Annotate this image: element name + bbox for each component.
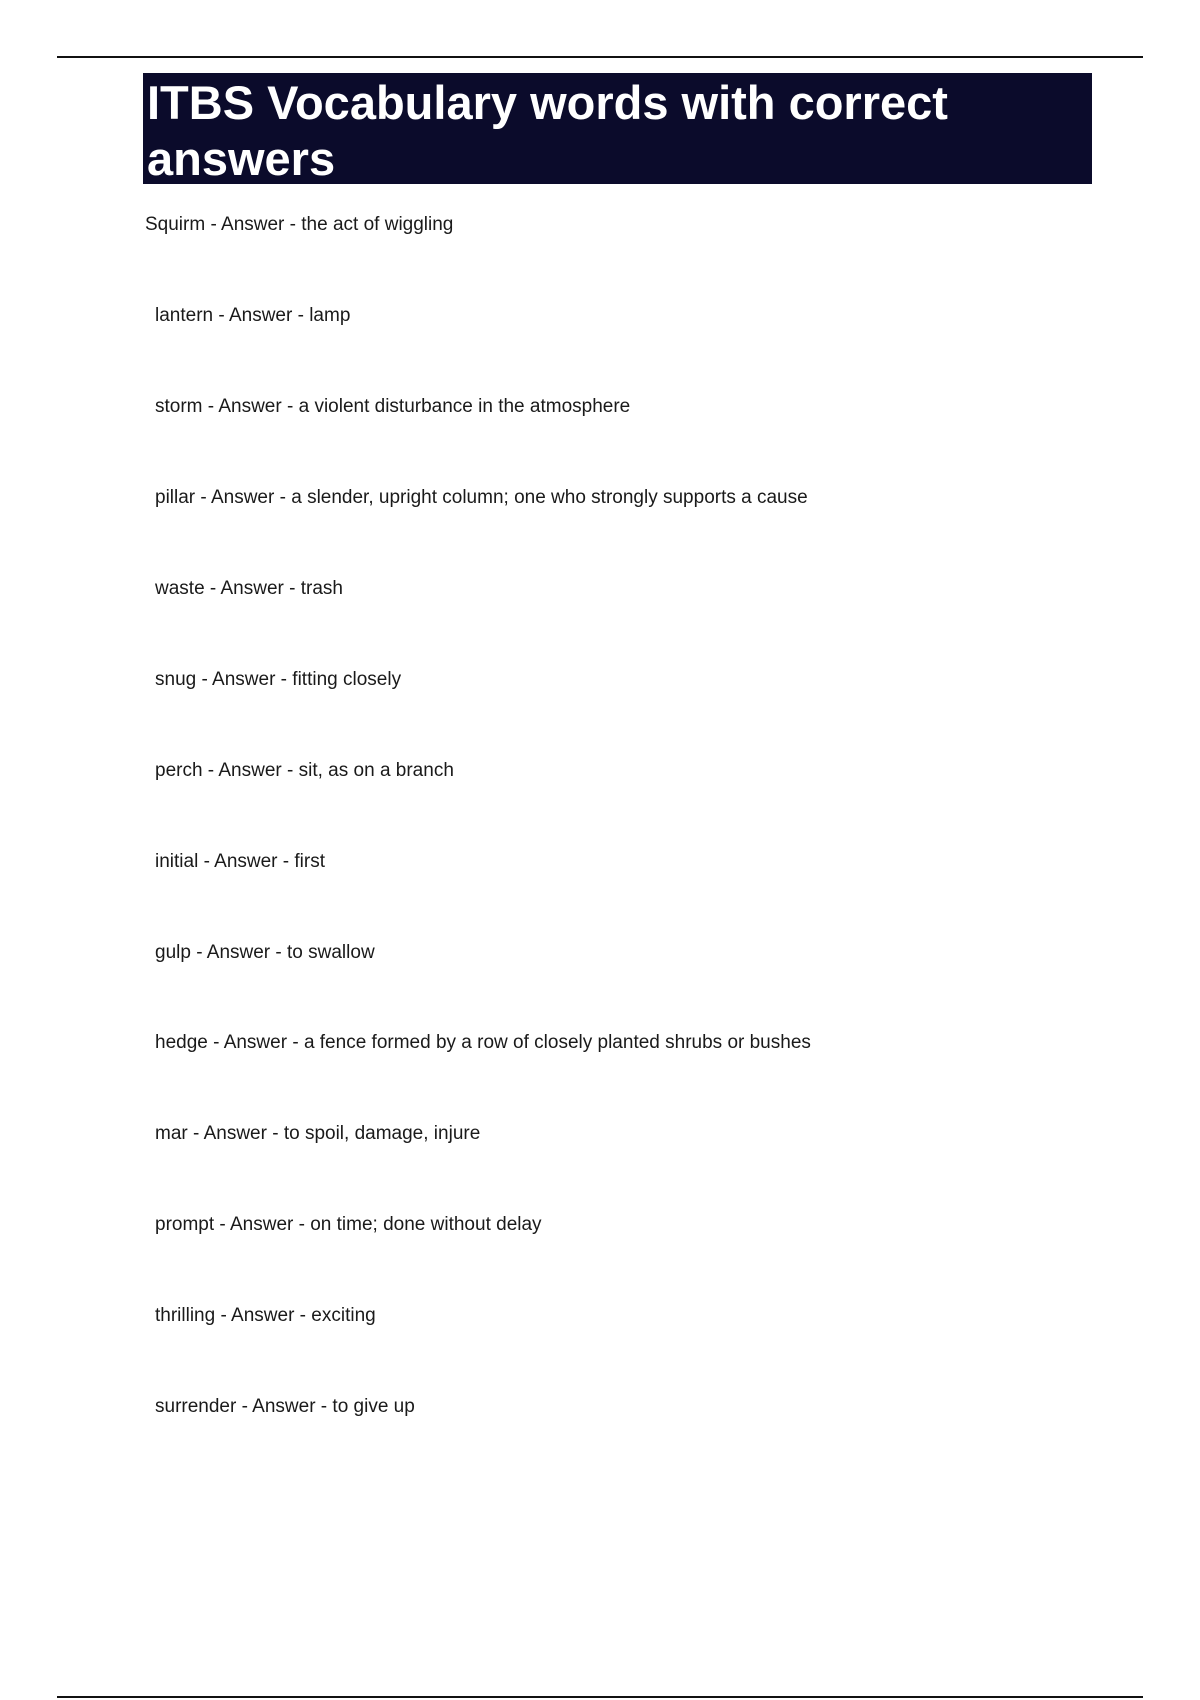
vocabulary-entry [155,577,343,601]
entry-separator: - [281,396,299,417]
entry-separator: - [283,578,301,599]
entry-definition: sit, as on a branch [298,760,454,781]
entry-definition: on time; done without delay [310,1214,542,1235]
entry-definition: first [294,851,326,872]
entry-separator: - [187,1123,204,1144]
entry-answer-label: Answer [218,396,282,417]
entry-answer-label: Answer [229,1214,294,1235]
entry-answer-label: Answer [220,578,284,599]
entry-definition: fitting closely [292,669,402,690]
vocabulary-entry [155,395,630,419]
entry-term: surrender [155,1396,237,1417]
vocabulary-entry [155,1213,542,1237]
entry-definition: to give up [332,1396,415,1417]
entry-term: initial [155,851,199,872]
entry-separator: - [277,851,295,872]
entry-definition: trash [300,578,343,599]
vocabulary-entry [155,941,375,965]
document-title: ITBS Vocabulary words with correct answers [147,76,948,185]
entry-answer-label: Answer [221,214,285,235]
entry-separator: - [196,669,213,690]
entry-definition: a violent disturbance in the atmosphere [298,396,631,417]
vocabulary-entry [145,213,453,237]
entry-definition: to spoil, damage, injure [283,1123,481,1144]
vocabulary-entry [155,1122,480,1146]
entry-separator: - [202,396,219,417]
entry-term: storm [155,396,203,417]
vocabulary-entry [155,850,325,874]
entry-separator: - [266,1123,284,1144]
entry-separator: - [205,214,222,235]
entry-separator: - [275,669,293,690]
entry-separator: - [195,487,211,508]
vocabulary-entry [155,304,350,328]
entry-separator: - [202,760,219,781]
entry-answer-label: Answer [203,1123,267,1144]
entry-term: lantern [155,305,214,326]
entry-separator: - [292,305,310,326]
entry-separator: - [284,214,302,235]
entry-definition: a slender, upright column; one who strongly supports a cause [291,487,808,508]
entry-answer-label: Answer [218,760,282,781]
vocabulary-entry [155,759,454,783]
entry-term: hedge [155,1032,208,1053]
entry-answer-label: Answer [214,851,278,872]
entry-term: perch [155,760,203,781]
entry-separator: - [207,1032,224,1053]
entry-definition: a fence formed by a row of closely planted shrubs or bushes [303,1032,811,1053]
entry-term: gulp [155,942,191,963]
vocabulary-entry [155,668,401,692]
entry-answer-label: Answer [231,1305,295,1326]
entry-separator: - [198,851,215,872]
entry-definition: exciting [311,1305,376,1326]
vocabulary-entry [155,1304,376,1328]
entry-separator: - [236,1396,253,1417]
bottom-rule [57,1696,1143,1698]
entry-separator: - [190,942,207,963]
entry-term: pillar [155,487,196,508]
entry-definition: the act of wiggling [301,214,454,235]
entry-separator: - [213,305,229,326]
entry-answer-label: Answer [212,669,276,690]
entry-separator: - [281,760,299,781]
entry-separator: - [214,1214,230,1235]
entry-term: Squirm [145,214,206,235]
vocabulary-entry [155,1031,811,1055]
entry-answer-label: Answer [252,1396,316,1417]
entry-separator: - [274,487,292,508]
entry-term: waste [155,578,205,599]
entry-term: prompt [155,1214,215,1235]
entry-answer-label: Answer [206,942,271,963]
entry-separator: - [215,1305,232,1326]
entry-separator: - [294,1305,312,1326]
vocabulary-entry [155,1395,415,1419]
entry-separator: - [270,942,288,963]
entry-answer-label: Answer [228,305,293,326]
entry-separator: - [287,1032,304,1053]
entry-term: snug [155,669,197,690]
entry-definition: to swallow [287,942,375,963]
entry-separator: - [315,1396,333,1417]
vocabulary-entry [155,486,808,510]
entry-term: thrilling [155,1305,216,1326]
entry-answer-label: Answer [210,487,275,508]
entry-definition: lamp [309,305,351,326]
entry-answer-label: Answer [223,1032,288,1053]
entry-term: mar [155,1123,188,1144]
entry-separator: - [293,1214,311,1235]
entry-separator: - [204,578,221,599]
